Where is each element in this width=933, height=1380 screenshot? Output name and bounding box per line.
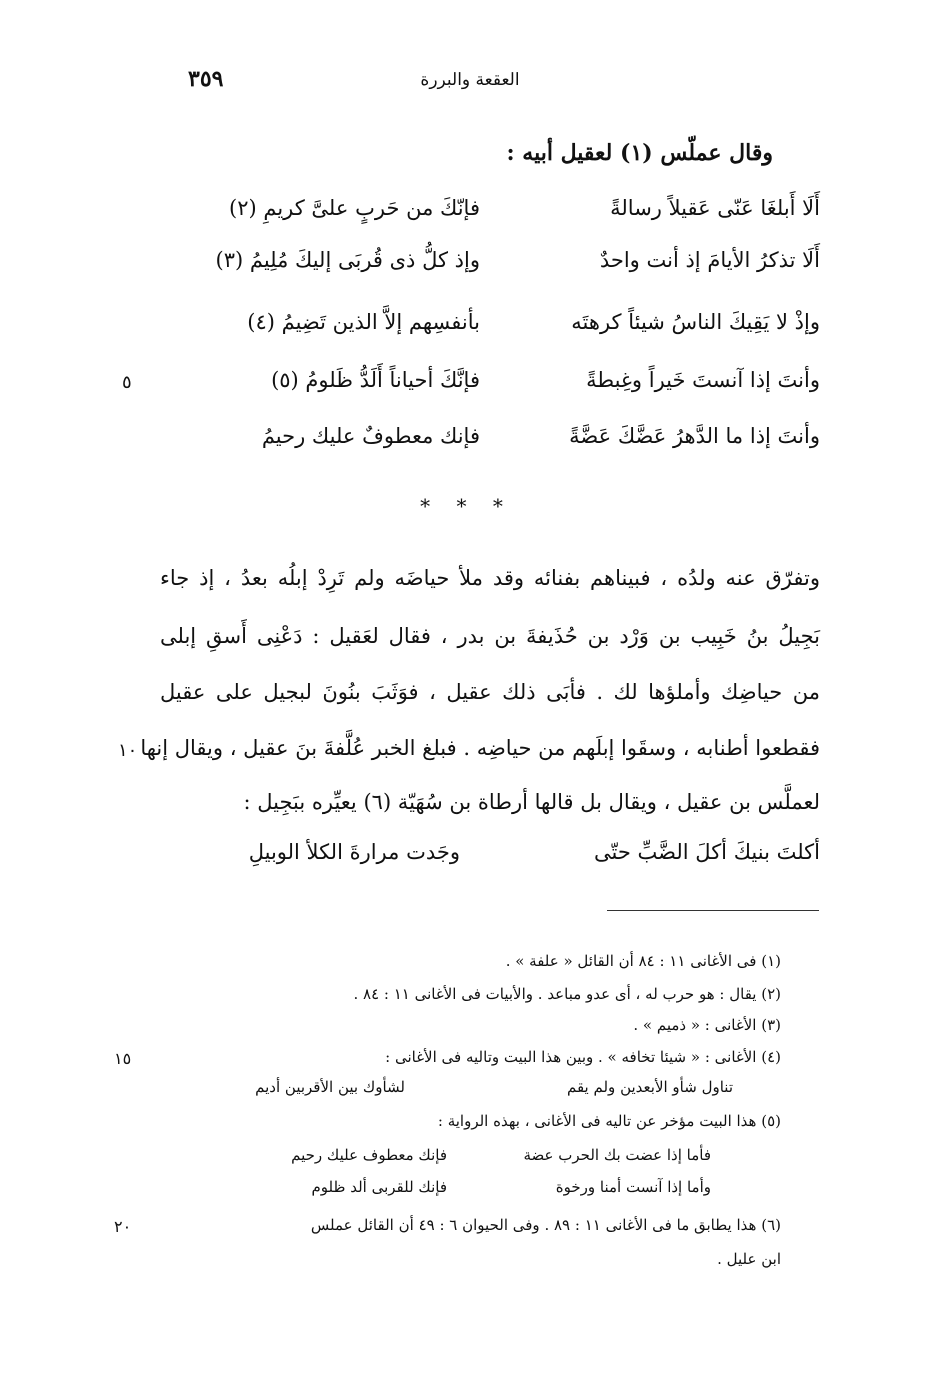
- verse-line: [160, 196, 820, 236]
- verse-second-hemistich: وإذ كلُّ ذى قُربَى إليكَ مُلِيمُ (٣): [215, 248, 480, 272]
- verse-line: [160, 248, 820, 288]
- verse-line: [160, 368, 820, 408]
- footnote-verse-first: وأما إذا آنست أمنا ورخوة: [555, 1178, 711, 1196]
- footnote-verse-first: فأما إذا عضت بك الحرب عضة: [523, 1146, 711, 1164]
- footnote: (٢) يقال : هو حرب له ، أى عدو مباعد . والأبيات فى الأغانى ١١ : ٨٤ .: [353, 985, 781, 1003]
- footnote-verse-second: فإنك معطوف عليك رحيم: [291, 1146, 447, 1164]
- verse-first-hemistich: أَلَا تذكرُ الأيامَ إذ أنت واحدٌ: [599, 248, 820, 272]
- running-title: العقعة والبررة: [420, 70, 520, 90]
- prose-line: من حياضِك وأملؤها لك . فأبَى ذلك عقيل ، فوَثَبَ بنُونَ لبجيل على عقيل: [160, 680, 820, 704]
- prose-line: فقطعوا أطنابه ، وسقَوا إبلَهم من حياضِه . فبلغ الخبر عُلَّفةَ بنَ عقيل ، ويقال إنها: [140, 736, 820, 760]
- prose-line: بَجِيلُ بنُ خَبِيب بن وَرْد بن حُذَيفةَ بن بدر ، فقال لعَقيل : دَعْنِى أَسقِ إبلى: [160, 624, 820, 648]
- prose-line: وتفرّق عنه ولدُه ، فبيناهم بفنائه وقد ملأ حياضَه ولم تَرِدْ إبلُه بعدُ ، إذ جاء: [160, 566, 820, 590]
- verse-second-hemistich: بأنفسِهم إلاَّ الذين تَضِيمُ (٤): [247, 310, 480, 334]
- line-number: ٢٠: [114, 1217, 132, 1236]
- footnote: (٣) الأغانى : « ذميم » .: [633, 1016, 781, 1034]
- verse-line: [160, 310, 820, 350]
- footnote: (٦) هذا يطابق ما فى الأغانى ١١ : ٨٩ . وفى الحيوان ٦ : ٤٩ أن القائل عملس: [310, 1216, 781, 1234]
- verse-second-hemistich: وجَدت مرارةَ الكلأ الوبيلِ: [248, 840, 460, 864]
- verse-first-hemistich: وأنتَ إذا آنستَ خَيراً وغِبطةً: [586, 368, 820, 392]
- line-number: ٥: [122, 372, 132, 393]
- verse-first-hemistich: وإذْ لا يَقِيكَ الناسُ شيئاً كرهتَه: [571, 310, 820, 334]
- line-number: ١٥: [114, 1049, 132, 1068]
- page-number: ٣٥٩: [188, 66, 224, 92]
- verse-second-hemistich: فإنك معطوفٌ عليك رحيمُ: [261, 424, 480, 448]
- footnote: (٤) الأغانى : « شيئا تخافه » . وبين هذا البيت وتاليه فى الأغانى :: [385, 1048, 781, 1066]
- footnote-verse-first: تناول شأو الأبعدين ولم يقم: [566, 1078, 733, 1096]
- footnote-rule: [607, 910, 819, 911]
- poem-intro: وقال عملّس (١) لعقيل أبيه :: [506, 140, 773, 166]
- footnote-verse-second: لشأوك بين الأقربين أديم: [255, 1078, 405, 1096]
- section-separator: * * *: [420, 494, 513, 518]
- verse-line: [160, 424, 820, 464]
- footnote-continuation: ابن عليل .: [717, 1250, 781, 1268]
- verse-second-hemistich: فإنَّكَ أحياناً أَلَدُّ ظَلومُ (٥): [271, 368, 480, 392]
- verse-second-hemistich: فإنّكَ من حَربٍ علىَّ كريمِ (٢): [229, 196, 480, 220]
- footnote: (٥) هذا البيت مؤخر عن تاليه فى الأغانى ، بهذه الرواية :: [437, 1112, 781, 1130]
- prose-line: لعملَّس بن عقيل ، ويقال بل قالها أرطاة بن سُهَيّة (٦) يعيِّره ببَجِيل :: [243, 790, 820, 814]
- verse-first-hemistich: أكلتَ بنيكَ أكلَ الضَّبِّ حتّى: [594, 840, 820, 864]
- line-number: ١٠: [118, 740, 138, 761]
- verse-first-hemistich: وأنتَ إذا ما الدَّهرُ عَضَّكَ عَضَّةً: [569, 424, 820, 448]
- verse-first-hemistich: أَلَا أَبلغَا عَنّى عَقيلاً رسالةً: [610, 196, 820, 220]
- footnote-verse-second: فإنك للقربى ألد ظلوم: [311, 1178, 447, 1196]
- footnote: (١) فى الأغانى ١١ : ٨٤ أن القائل « علفة » .: [505, 952, 781, 970]
- final-verse: [160, 840, 820, 880]
